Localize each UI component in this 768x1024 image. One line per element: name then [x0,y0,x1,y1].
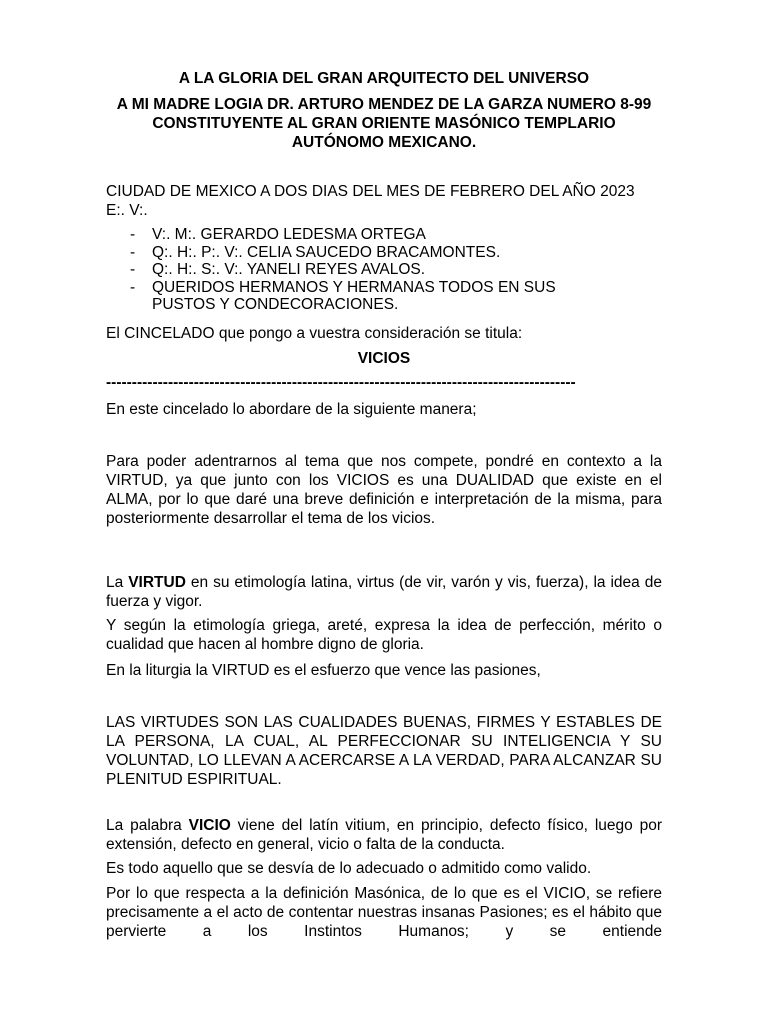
document-title: VICIOS [357,350,411,367]
paragraph-virtud [106,573,662,611]
list-item [106,226,662,244]
paragraph-liturgia: En la liturgia la VIRTUD es el esfuerzo que vence las pasiones, [106,662,541,679]
text-run: en su etimología latina, virtus (de vir, varón y vis, fuerza), la idea de fuerza y vigor. [106,574,662,610]
paragraph-approach: En este cincelado lo abordare de la siguiente manera; [106,401,477,418]
dateline: CIUDAD DE MEXICO A DOS DIAS DEL MES DE FEBRERO DEL AÑO 2023 E:. V:. [106,183,635,219]
paragraph-masonica: Por lo que respecta a la definición Masónica, de lo que es el VICIO, se refiere precisamente a el acto de contentar nuestras insanas Pasiones; es el hábito que pervierte a los Instintos Humanos; y se entiende [106,885,662,940]
paragraph-context: Para poder adentrarnos al tema que nos compete, pondré en contexto a la VIRTUD, ya que junto con los VICIOS es una DUALIDAD que existe en el ALMA, por lo que daré una breve definición e interpretación de la misma, para posteriormente desarrollar el tema de los vicios. [106,453,662,527]
paragraph-virtudes-caps: LAS VIRTUDES SON LAS CUALIDADES BUENAS, FIRMES Y ESTABLES DE LA PERSONA, LA CUAL, AL PERFECCIONAR SU INTELIGENCIA Y SU VOLUNTAD, LO LLEVAN A ACERCARSE A LA VERDAD, PARA ALCANZAR SU PLENITUD ESPIRITUAL. [106,714,662,788]
salutation-text: Q:. H:. S:. V:. YANELI REYES AVALOS. [152,261,426,278]
paragraph-vicio [106,816,662,854]
virtud-term: VIRTUD [128,574,186,591]
bullet-dash: - [130,226,136,243]
lodge-heading: A MI MADRE LOGIA DR. ARTURO MENDEZ DE LA GARZA NUMERO 8-99 CONSTITUYENTE AL GRAN ORIENTE MASÓNICO TEMPLARIO AUTÓNOMO MEXICANO. [116,96,652,151]
text-run: La [106,574,129,591]
paragraph-desvia: Es todo aquello que se desvía de lo adecuado o admitido como valido. [106,860,592,877]
list-item [106,261,662,279]
salutation-text: V:. M:. GERARDO LEDESMA ORTEGA [152,226,426,243]
bullet-dash: - [130,243,136,261]
bullet-dash: - [130,261,136,278]
separator-line: ------------------------------------------------------------------------------------------- [106,374,576,391]
salutation-text: Q:. H:. P:. V:. CELIA SAUCEDO BRACAMONTES. [152,243,501,261]
text-run: La palabra [106,817,189,834]
list-item [106,244,662,262]
vicio-term: VICIO [188,817,231,834]
list-item [106,279,572,314]
salutation-list [106,226,662,314]
dedication-heading: A LA GLORIA DEL GRAN ARQUITECTO DEL UNIVERSO [178,70,590,87]
paragraph-arete: Y según la etimología griega, areté, expresa la idea de perfección, mérito o cualidad que hacen al hombre digno de gloria. [106,617,662,653]
intro-line: El CINCELADO que pongo a vuestra consideración se titula: [106,325,523,342]
bullet-dash: - [130,278,136,296]
salutation-text: QUERIDOS HERMANOS Y HERMANAS TODOS EN SUS PUSTOS Y CONDECORACIONES. [152,278,556,313]
text-run: viene del latín vitium, en principio, defecto físico, luego por extensión, defecto en general, vicio o falta de la conducta. [106,817,663,853]
